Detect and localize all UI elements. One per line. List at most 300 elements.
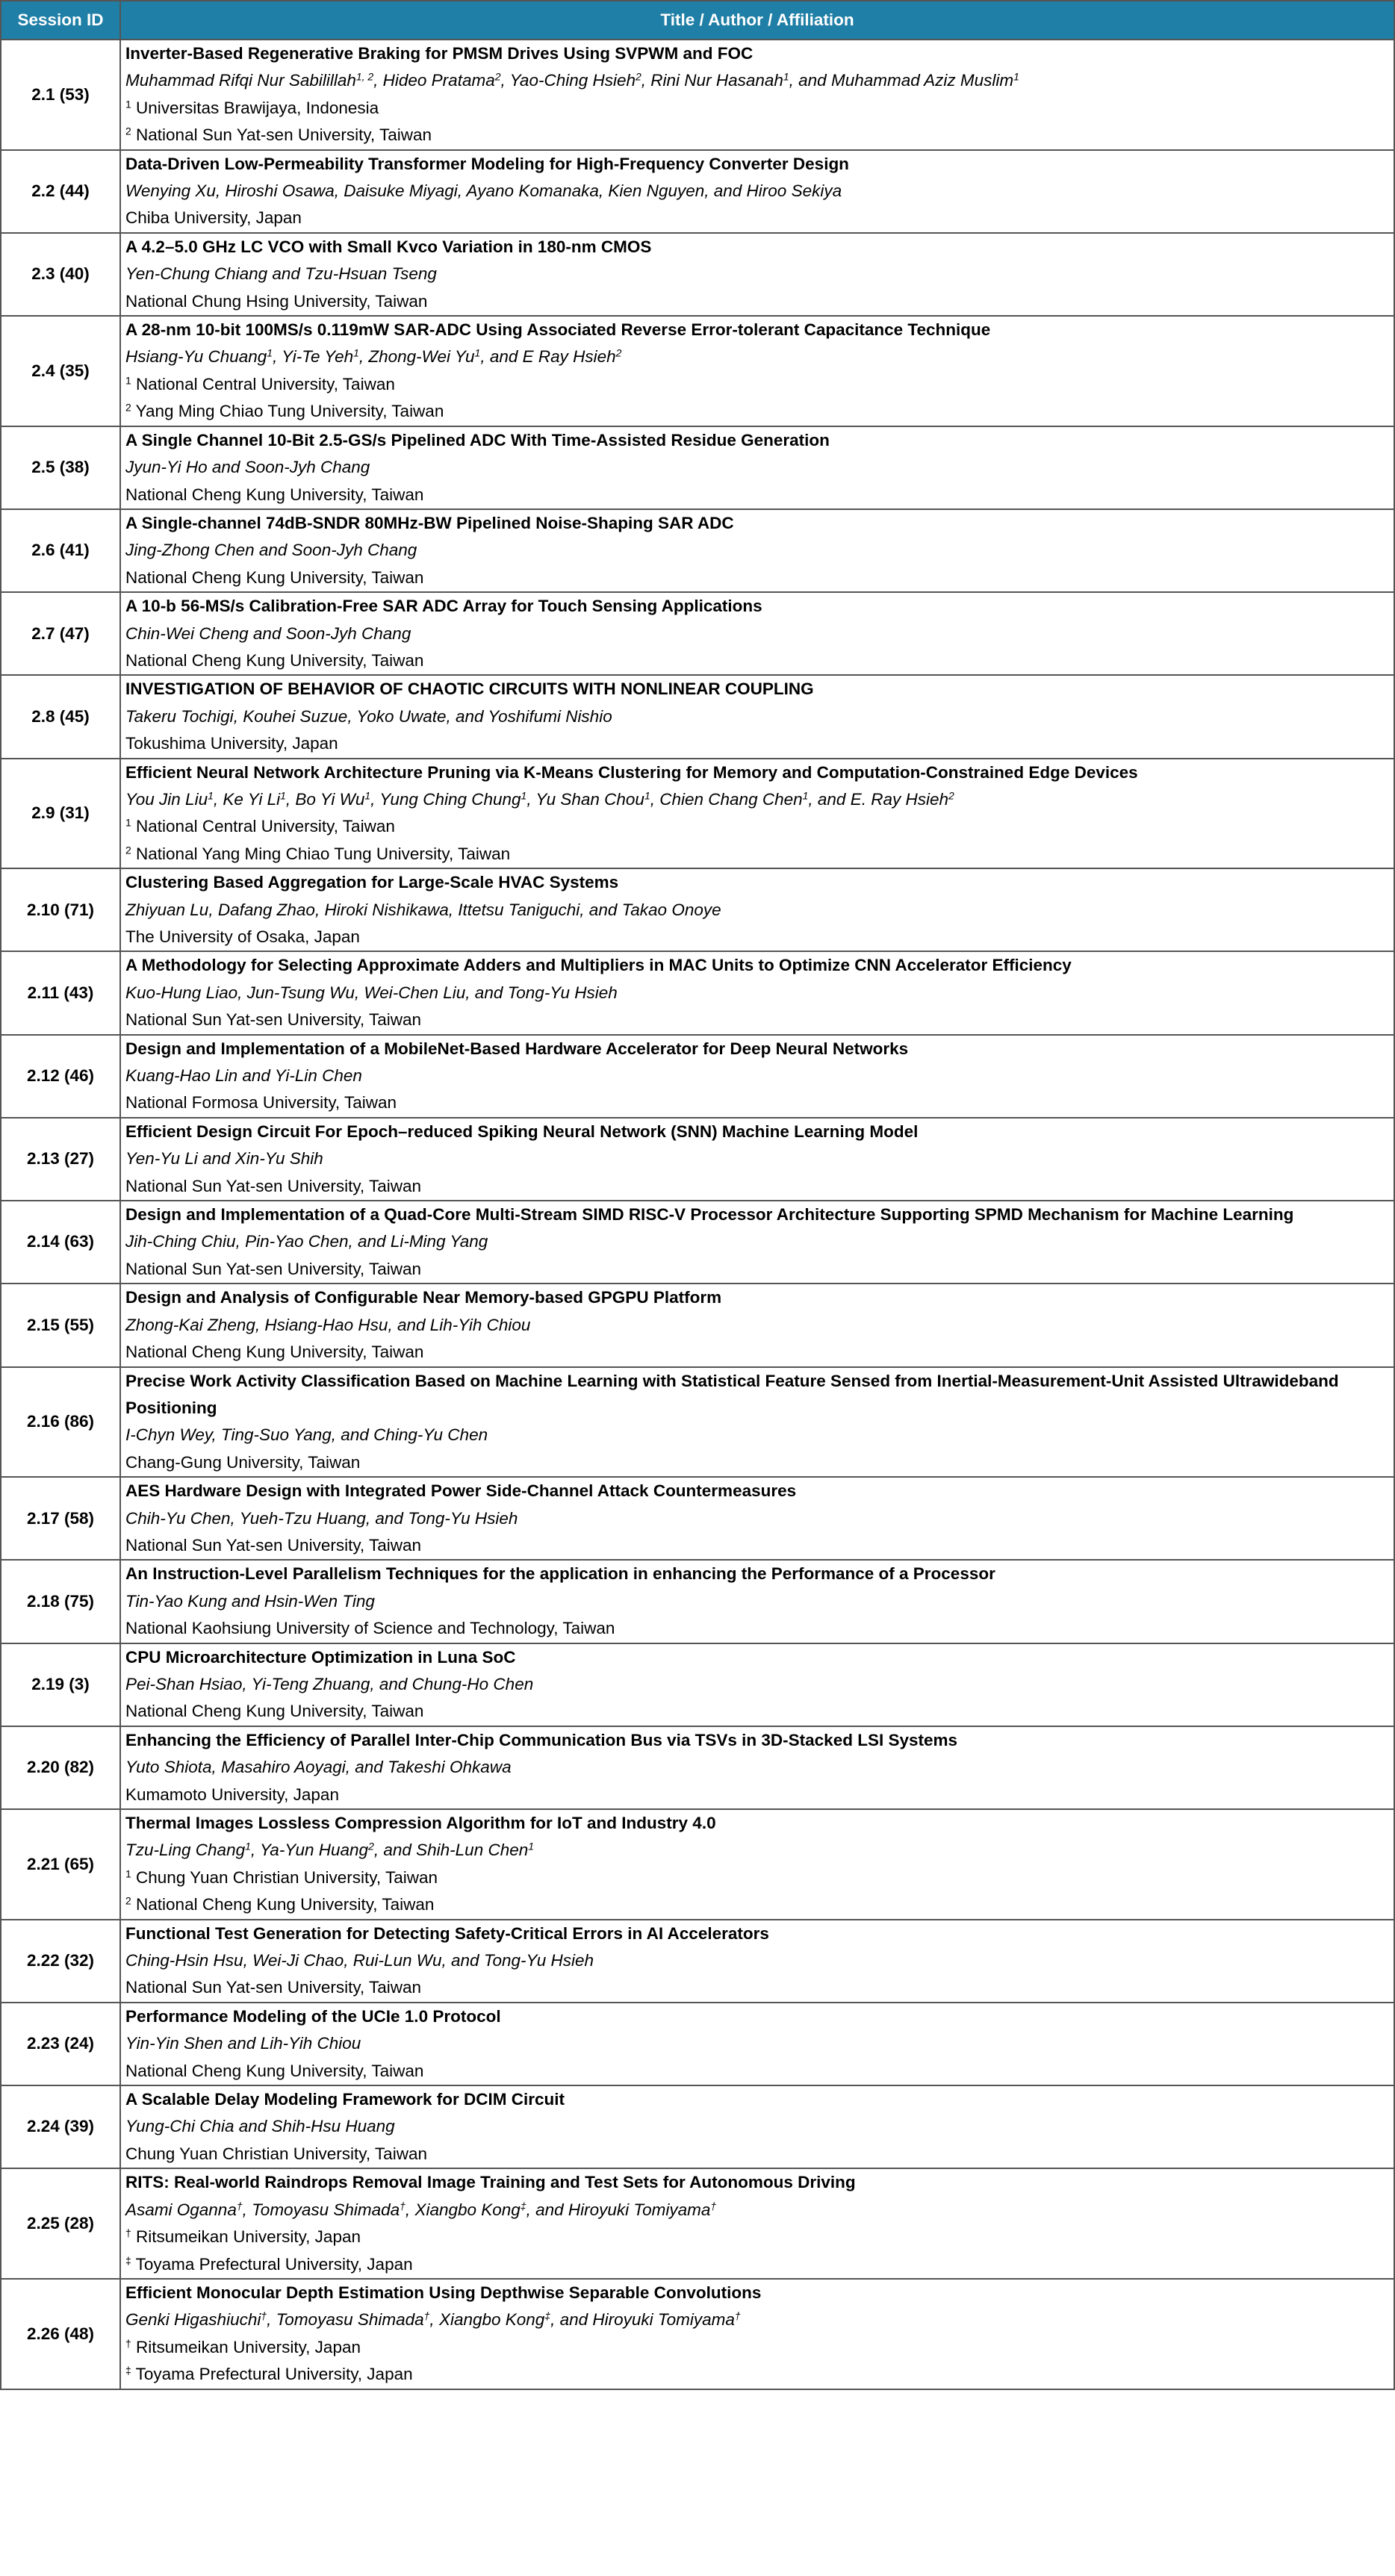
author-name: Ayano Komanaka: [466, 181, 599, 201]
affiliation-mark: 2: [125, 1894, 131, 1907]
author-name: Jun-Tsung Wu: [246, 983, 355, 1002]
session-id: 2.2 (44): [1, 150, 120, 233]
author-name: Tzu-Ling Chang: [125, 1841, 246, 1860]
affiliation: [125, 813, 1388, 840]
affiliation-mark: 1: [125, 816, 131, 829]
affiliation: [125, 2251, 1388, 2278]
affiliation-name: National Yang Ming Chiao Tung University, Taiwan: [136, 844, 511, 863]
author-list: Tin-Yao Kung and Hsin-Wen Ting: [125, 1591, 375, 1611]
author-name: Kuo-Hung Liao: [125, 983, 238, 1002]
paper-details: [120, 868, 1394, 951]
session-id: 2.24 (39): [1, 2085, 120, 2168]
author-name: Yao-Ching Hsieh: [509, 71, 636, 90]
paper-details: [120, 2279, 1394, 2389]
author-name: Tong-Yu Hsieh: [408, 1508, 518, 1528]
affiliation: [125, 1615, 1388, 1642]
paper-details: [120, 2003, 1394, 2085]
affiliation-name: National Central University, Taiwan: [136, 374, 395, 393]
affiliation-mark: 2: [125, 401, 131, 414]
header-row: [1, 1, 1394, 40]
table-row: [1, 759, 1394, 869]
session-id: 2.4 (35): [1, 316, 120, 426]
session-id: 2.11 (43): [1, 951, 120, 1034]
paper-title: A Methodology for Selecting Approximate Adders and Multipliers in MAC Units to Optimize CNN Accelerator Efficiency: [125, 956, 1072, 975]
session-id: 2.19 (3): [1, 1643, 120, 1726]
paper-details: [120, 951, 1394, 1034]
affiliation: [125, 1089, 1388, 1116]
paper-title: Clustering Based Aggregation for Large-Scale HVAC Systems: [125, 873, 619, 892]
paper-title: Inverter-Based Regenerative Braking for PMSM Drives Using SVPWM and FOC: [125, 44, 754, 63]
paper-details: [120, 233, 1394, 316]
author-list: You Jin Liu$^1$, Ke Yi Li$^1$, Bo Yi Wu$^1$, Yung Ching Chung$^1$, Yu Shan Chou$^1$, Chien Chang Chen$^1$, and E. Ray Hsieh$^2$: [125, 789, 954, 809]
affiliation: [125, 730, 1388, 757]
author-name: Muhammad Aziz Muslim: [830, 71, 1014, 90]
paper-details: [120, 2085, 1394, 2168]
affiliation-mark: 1: [125, 1867, 131, 1880]
author-name: Hideo Pratama: [382, 71, 495, 90]
author-name: Yuto Shiota: [125, 1758, 212, 1777]
author-name: Jih-Ching Chiu: [125, 1232, 236, 1251]
author-name: Chien Chang Chen: [659, 789, 803, 809]
affiliation: [125, 1449, 1388, 1476]
paper-details: [120, 1367, 1394, 1478]
table-row: [1, 1560, 1394, 1643]
paper-title: Design and Implementation of a Quad-Core Multi-Stream SIMD RISC-V Processor Architecture Supporting SPMD Mechanism for Machine Learning: [125, 1205, 1294, 1225]
session-id: 2.1 (53): [1, 40, 120, 150]
paper-title: Design and Implementation of a MobileNet-Based Hardware Accelerator for Deep Neural Networks: [125, 1039, 909, 1058]
author-name: Wei-Ji Chao: [252, 1951, 344, 1970]
author-affiliation-mark: 1: [528, 1840, 535, 1852]
author-name: Zhiyuan Lu: [125, 900, 209, 919]
author-affiliation-mark: †: [261, 2309, 267, 2322]
paper-title: RITS: Real-world Raindrops Removal Image Training and Test Sets for Autonomous Driving: [125, 2173, 856, 2192]
author-name: Rini Nur Hasanah: [650, 71, 783, 90]
author-name: Yen-Yu Li: [125, 1149, 198, 1169]
table-row: [1, 868, 1394, 951]
author-name: Hiroyuki Tomiyama: [592, 2310, 735, 2330]
affiliation: [125, 371, 1388, 398]
author-name: Yi-Lin Chen: [274, 1066, 362, 1086]
author-name: Xiangbo Kong: [438, 2310, 545, 2330]
affiliation-name: National Sun Yat-sen University, Taiwan: [125, 1978, 422, 1997]
author-affiliation-mark: 1: [521, 789, 527, 802]
author-name: Lih-Yih Chiou: [260, 2034, 361, 2053]
affiliation-mark: 1: [125, 98, 131, 111]
affiliation-name: Chung Yuan Christian University, Taiwan: [125, 2144, 427, 2163]
table-row: [1, 1809, 1394, 1920]
session-id: 2.22 (32): [1, 1920, 120, 2003]
author-name: Tong-Yu Hsieh: [507, 983, 618, 1002]
table-row: [1, 675, 1394, 758]
author-name: Pei-Shan Hsiao: [125, 1674, 243, 1693]
table-row: [1, 150, 1394, 233]
affiliation-name: National Sun Yat-sen University, Taiwan: [136, 125, 432, 145]
author-name: Yoshifumi Nishio: [488, 706, 612, 726]
affiliation-name: National Kaohsiung University of Science and Technology, Taiwan: [125, 1619, 615, 1638]
author-list: Jing-Zhong Chen and Soon-Jyh Chang: [125, 541, 417, 560]
affiliation: [125, 288, 1388, 315]
table-row: [1, 426, 1394, 509]
author-name: Masahiro Aoyagi: [221, 1758, 346, 1777]
session-id: 2.7 (47): [1, 592, 120, 675]
author-name: Hiroo Sekiya: [746, 181, 842, 201]
paper-title: Efficient Monocular Depth Estimation Using Depthwise Separable Convolutions: [125, 2283, 762, 2302]
header-session-id: Session ID: [1, 1, 120, 40]
affiliation-name: National Cheng Kung University, Taiwan: [125, 2061, 424, 2080]
table-row: [1, 1920, 1394, 2003]
paper-details: [120, 1809, 1394, 1920]
paper-details: [120, 1643, 1394, 1726]
session-id: 2.23 (24): [1, 2003, 120, 2085]
affiliation: [125, 2361, 1388, 2388]
paper-details: [120, 1477, 1394, 1560]
paper-title: A Scalable Delay Modeling Framework for DCIM Circuit: [125, 2090, 565, 2109]
affiliation: [125, 1339, 1388, 1366]
author-list: Kuo-Hung Liao, Jun-Tsung Wu, Wei-Chen Liu, and Tong-Yu Hsieh: [125, 983, 618, 1002]
author-affiliation-mark: 2: [615, 346, 622, 359]
author-name: Chung-Ho Chen: [411, 1674, 534, 1693]
paper-details: [120, 40, 1394, 150]
paper-title: CPU Microarchitecture Optimization in Luna SoC: [125, 1647, 516, 1667]
paper-title: Enhancing the Efficiency of Parallel Inter-Chip Communication Bus via TSVs in 3D-Stacked LSI Systems: [125, 1730, 958, 1749]
table-row: [1, 1726, 1394, 1809]
table-body: [1, 40, 1394, 2389]
author-affiliation-mark: 1, 2: [355, 70, 374, 83]
affiliation-name: National Cheng Kung University, Taiwan: [125, 650, 424, 670]
affiliation-name: Kumamoto University, Japan: [125, 1785, 339, 1804]
author-affiliation-mark: 1: [353, 346, 359, 359]
affiliation: [125, 2058, 1388, 2085]
author-list: Yen-Yu Li and Xin-Yu Shih: [125, 1149, 323, 1169]
table-row: [1, 2003, 1394, 2085]
affiliation: [125, 2224, 1388, 2250]
affiliation-name: National Cheng Kung University, Taiwan: [136, 1895, 435, 1914]
affiliation-name: Chang-Gung University, Taiwan: [125, 1452, 361, 1472]
author-name: Bo Yi Wu: [295, 789, 365, 809]
author-list: Yin-Yin Shen and Lih-Yih Chiou: [125, 2034, 361, 2053]
author-name: Hiroyuki Tomiyama: [568, 2200, 711, 2219]
author-affiliation-mark: 1: [802, 789, 809, 802]
author-affiliation-mark: 2: [948, 789, 954, 802]
author-name: Tin-Yao Kung: [125, 1591, 227, 1611]
author-name: Shih-Lun Chen: [416, 1841, 529, 1860]
author-affiliation-mark: 2: [368, 1840, 374, 1852]
session-id: 2.13 (27): [1, 1118, 120, 1201]
author-list: Yen-Chung Chiang and Tzu-Hsuan Tseng: [125, 264, 437, 284]
author-list: Tzu-Ling Chang$^1$, Ya-Yun Huang$^2$, and Shih-Lun Chen$^1$: [125, 1840, 535, 1860]
author-name: Tzu-Hsuan Tseng: [305, 264, 437, 284]
author-name: Genki Higashiuchi: [125, 2310, 261, 2330]
paper-details: [120, 675, 1394, 758]
author-name: Tong-Yu Hsieh: [483, 1951, 594, 1970]
author-list: Takeru Tochigi, Kouhei Suzue, Yoko Uwate, and Yoshifumi Nishio: [125, 706, 612, 726]
session-id: 2.14 (63): [1, 1201, 120, 1284]
paper-details: [120, 1560, 1394, 1643]
paper-title: Thermal Images Lossless Compression Algorithm for IoT and Industry 4.0: [125, 1814, 716, 1832]
table-row: [1, 1201, 1394, 1284]
paper-details: [120, 316, 1394, 426]
author-affiliation-mark: †: [400, 2200, 406, 2212]
table-row: [1, 1477, 1394, 1560]
paper-details: [120, 2168, 1394, 2279]
affiliation: [125, 1974, 1388, 2001]
author-name: E. Ray Hsieh: [850, 789, 948, 809]
author-name: Yi-Te Yeh: [282, 347, 354, 367]
author-name: Takeshi Ohkawa: [388, 1758, 512, 1777]
author-name: Asami Oganna: [125, 2200, 237, 2219]
author-list: I-Chyn Wey, Ting-Suo Yang, and Ching-Yu Chen: [125, 1425, 488, 1445]
affiliation-name: National Sun Yat-sen University, Taiwan: [125, 1010, 422, 1030]
affiliation: [125, 1256, 1388, 1283]
author-name: Wei-Chen Liu: [364, 983, 466, 1002]
affiliation-name: Ritsumeikan University, Japan: [136, 2227, 361, 2247]
paper-details: [120, 759, 1394, 869]
session-id: 2.18 (75): [1, 1560, 120, 1643]
author-name: Ting-Suo Yang: [220, 1425, 332, 1445]
author-name: Yu Shan Chou: [535, 789, 644, 809]
author-name: Hiroki Nishikawa: [324, 900, 449, 919]
author-name: Chin-Wei Cheng: [125, 623, 249, 643]
author-name: Tomoyasu Shimada: [252, 2200, 400, 2219]
paper-title: An Instruction-Level Parallelism Techniques for the application in enhancing the Performance of a Processor: [125, 1564, 995, 1584]
author-name: Kien Nguyen: [608, 181, 705, 201]
affiliation-name: National Formosa University, Taiwan: [125, 1093, 397, 1113]
session-id: 2.20 (82): [1, 1726, 120, 1809]
affiliation-name: Tokushima University, Japan: [125, 734, 338, 753]
affiliation: [125, 1782, 1388, 1808]
author-name: Jyun-Yi Ho: [125, 458, 208, 477]
author-name: Dafang Zhao: [217, 900, 315, 919]
affiliation-name: Toyama Prefectural University, Japan: [135, 2365, 413, 2384]
table-row: [1, 1118, 1394, 1201]
author-list: Muhammad Rifqi Nur Sabilillah$^{1, 2}$, Hideo Pratama$^2$, Yao-Ching Hsieh$^2$, Rini Nur Hasanah$^1$, and Muhammad Aziz Muslim$^1$: [125, 70, 1019, 90]
session-id: 2.12 (46): [1, 1035, 120, 1118]
affiliation: [125, 2141, 1388, 2168]
affiliation-name: Toyama Prefectural University, Japan: [135, 2254, 413, 2274]
author-list: Genki Higashiuchi†, Tomoyasu Shimada†, Xiangbo Kong‡, and Hiroyuki Tomiyama†: [125, 2309, 741, 2330]
affiliation-mark: ‡: [125, 2364, 131, 2377]
table-row: [1, 2085, 1394, 2168]
affiliation-name: The University of Osaka, Japan: [125, 927, 360, 946]
author-affiliation-mark: 1: [280, 789, 286, 802]
author-name: Muhammad Rifqi Nur Sabilillah: [125, 71, 356, 90]
affiliation: [125, 1173, 1388, 1200]
author-list: Ching-Hsin Hsu, Wei-Ji Chao, Rui-Lun Wu, and Tong-Yu Hsieh: [125, 1951, 594, 1970]
table-row: [1, 592, 1394, 675]
author-name: Hsiang-Hao Hsu: [264, 1315, 388, 1334]
author-name: Hsin-Wen Ting: [264, 1591, 375, 1611]
session-id: 2.5 (38): [1, 426, 120, 509]
author-name: Soon-Jyh Chang: [285, 623, 411, 643]
author-name: Xin-Yu Shih: [234, 1149, 323, 1169]
paper-title: Design and Analysis of Configurable Near Memory-based GPGPU Platform: [125, 1288, 722, 1307]
author-name: Rui-Lun Wu: [352, 1951, 442, 1970]
author-affiliation-mark: 1: [364, 789, 371, 802]
affiliation-name: National Sun Yat-sen University, Taiwan: [125, 1259, 422, 1278]
paper-details: [120, 1726, 1394, 1809]
session-id: 2.6 (41): [1, 509, 120, 592]
session-id: 2.17 (58): [1, 1477, 120, 1560]
session-id: 2.25 (28): [1, 2168, 120, 2279]
session-id: 2.21 (65): [1, 1809, 120, 1920]
author-list: Asami Oganna†, Tomoyasu Shimada†, Xiangbo Kong‡, and Hiroyuki Tomiyama†: [125, 2200, 717, 2219]
author-name: Zhong-Kai Zheng: [125, 1315, 255, 1334]
author-name: Kouhei Suzue: [243, 706, 348, 726]
author-name: Jing-Zhong Chen: [125, 541, 255, 560]
paper-title: Precise Work Activity Classification Based on Machine Learning with Statistical Feature Sensed from Inertial-Measurement-Unit Assisted Ultrawideband Positioning: [125, 1371, 1339, 1417]
affiliation: [125, 564, 1388, 591]
affiliation: [125, 398, 1388, 425]
table-row: [1, 233, 1394, 316]
table-row: [1, 1284, 1394, 1366]
author-affiliation-mark: †: [423, 2309, 430, 2322]
table-row: [1, 509, 1394, 592]
session-id: 2.9 (31): [1, 759, 120, 869]
author-affiliation-mark: †: [710, 2200, 717, 2212]
author-affiliation-mark: 1: [267, 346, 273, 359]
paper-details: [120, 592, 1394, 675]
table-row: [1, 316, 1394, 426]
affiliation-mark: ‡: [125, 2253, 131, 2266]
author-name: Yoko Uwate: [356, 706, 447, 726]
author-affiliation-mark: †: [734, 2309, 741, 2322]
author-affiliation-mark: †: [236, 2200, 243, 2212]
paper-details: [120, 1201, 1394, 1284]
author-name: Yung-Chi Chia: [125, 2117, 234, 2136]
author-affiliation-mark: 1: [245, 1840, 251, 1852]
affiliation: [125, 1864, 1388, 1891]
author-name: E Ray Hsieh: [522, 347, 616, 367]
author-name: Yi-Teng Zhuang: [251, 1674, 370, 1693]
affiliation-name: Chung Yuan Christian University, Taiwan: [136, 1867, 438, 1887]
author-list: Jih-Ching Chiu, Pin-Yao Chen, and Li-Ming Yang: [125, 1232, 488, 1251]
author-list: Chih-Yu Chen, Yueh-Tzu Huang, and Tong-Yu Hsieh: [125, 1508, 518, 1528]
paper-title: A Single Channel 10-Bit 2.5-GS/s Pipelined ADC With Time-Assisted Residue Generation: [125, 430, 830, 449]
affiliation-name: National Sun Yat-sen University, Taiwan: [125, 1176, 422, 1195]
affiliation-name: National Cheng Kung University, Taiwan: [125, 1702, 424, 1721]
author-name: I-Chyn Wey: [125, 1425, 212, 1445]
author-name: Shih-Hsu Huang: [271, 2117, 395, 2136]
author-name: Lih-Yih Chiou: [429, 1315, 531, 1334]
paper-details: [120, 1035, 1394, 1118]
author-name: Yung Ching Chung: [379, 789, 521, 809]
paper-details: [120, 150, 1394, 233]
affiliation: [125, 1698, 1388, 1725]
author-name: Daisuke Miyagi: [344, 181, 458, 201]
author-name: Kuang-Hao Lin: [125, 1066, 238, 1086]
paper-title: A 28-nm 10-bit 100MS/s 0.119mW SAR-ADC Using Associated Reverse Error-tolerant Capacitance Technique: [125, 320, 991, 340]
table-row: [1, 2279, 1394, 2389]
author-affiliation-mark: ‡: [544, 2309, 551, 2322]
author-name: Xiangbo Kong: [414, 2200, 521, 2219]
affiliation-name: National Cheng Kung University, Taiwan: [125, 485, 424, 504]
author-list: Yung-Chi Chia and Shih-Hsu Huang: [125, 2117, 395, 2136]
author-name: Takao Onoye: [621, 900, 721, 919]
affiliation: [125, 205, 1388, 231]
author-affiliation-mark: 2: [636, 70, 641, 83]
affiliation-name: Ritsumeikan University, Japan: [136, 2337, 361, 2356]
paper-details: [120, 1284, 1394, 1366]
author-name: Soon-Jyh Chang: [244, 458, 370, 477]
affiliation-mark: 2: [125, 125, 131, 137]
paper-title: INVESTIGATION OF BEHAVIOR OF CHAOTIC CIRCUITS WITH NONLINEAR COUPLING: [125, 679, 814, 699]
author-name: Ching-Yu Chen: [373, 1425, 488, 1445]
paper-title: A 10-b 56-MS/s Calibration-Free SAR ADC Array for Touch Sensing Applications: [125, 597, 762, 616]
author-list: Jyun-Yi Ho and Soon-Jyh Chang: [125, 458, 370, 477]
author-affiliation-mark: 2: [494, 70, 501, 83]
paper-title: Data-Driven Low-Permeability Transformer Modeling for High-Frequency Converter Design: [125, 154, 849, 173]
author-name: Ittetsu Taniguchi: [458, 900, 580, 919]
affiliation-name: National Cheng Kung University, Taiwan: [125, 567, 424, 587]
author-list: Chin-Wei Cheng and Soon-Jyh Chang: [125, 623, 411, 643]
author-affiliation-mark: 1: [1013, 70, 1019, 83]
author-affiliation-mark: 1: [474, 346, 481, 359]
author-list: Zhiyuan Lu, Dafang Zhao, Hiroki Nishikawa, Ittetsu Taniguchi, and Takao Onoye: [125, 900, 721, 919]
paper-details: [120, 1920, 1394, 2003]
paper-title: AES Hardware Design with Integrated Power Side-Channel Attack Countermeasures: [125, 1481, 797, 1501]
author-list: Yuto Shiota, Masahiro Aoyagi, and Takeshi Ohkawa: [125, 1758, 512, 1777]
session-id: 2.10 (71): [1, 868, 120, 951]
paper-details: [120, 426, 1394, 509]
paper-title: Functional Test Generation for Detecting Safety-Critical Errors in AI Accelerators: [125, 1923, 769, 1943]
author-name: Hsiang-Yu Chuang: [125, 347, 267, 367]
affiliation-name: National Central University, Taiwan: [136, 817, 395, 836]
table-row: [1, 40, 1394, 150]
affiliation-mark: 2: [125, 844, 131, 856]
author-affiliation-mark: 1: [208, 789, 214, 802]
header-details: Title / Author / Affiliation: [120, 1, 1394, 40]
author-name: Ching-Hsin Hsu: [125, 1951, 243, 1970]
table-row: [1, 1035, 1394, 1118]
affiliation-mark: †: [125, 2227, 131, 2239]
session-id: 2.8 (45): [1, 675, 120, 758]
author-name: Takeru Tochigi: [125, 706, 234, 726]
author-list: Zhong-Kai Zheng, Hsiang-Hao Hsu, and Lih-Yih Chiou: [125, 1315, 531, 1334]
author-list: Wenying Xu, Hiroshi Osawa, Daisuke Miyagi, Ayano Komanaka, Kien Nguyen, and Hiroo Sekiya: [125, 181, 842, 201]
author-name: Pin-Yao Chen: [245, 1232, 349, 1251]
session-id: 2.15 (55): [1, 1284, 120, 1366]
paper-details: [120, 1118, 1394, 1201]
author-name: Ke Yi Li: [223, 789, 281, 809]
affiliation: [125, 1891, 1388, 1918]
table-row: [1, 2168, 1394, 2279]
affiliation-name: National Cheng Kung University, Taiwan: [125, 1343, 424, 1362]
author-name: Wenying Xu: [125, 181, 216, 201]
affiliation-name: Chiba University, Japan: [125, 208, 302, 228]
affiliation-name: National Chung Hsing University, Taiwan: [125, 291, 428, 311]
author-name: Zhong-Wei Yu: [368, 347, 475, 367]
affiliation: [125, 1007, 1388, 1033]
author-affiliation-mark: 1: [644, 789, 650, 802]
paper-title: Efficient Design Circuit For Epoch–reduced Spiking Neural Network (SNN) Machine Learning Model: [125, 1121, 919, 1141]
affiliation-name: Yang Ming Chiao Tung University, Taiwan: [135, 402, 444, 421]
session-id: 2.26 (48): [1, 2279, 120, 2389]
paper-title: Efficient Neural Network Architecture Pruning via K-Means Clustering for Memory and Computation-Constrained Edge Devices: [125, 762, 1138, 782]
author-list: Kuang-Hao Lin and Yi-Lin Chen: [125, 1066, 362, 1086]
affiliation: [125, 122, 1388, 149]
author-name: Chih-Yu Chen: [125, 1508, 231, 1528]
table-row: [1, 1367, 1394, 1478]
affiliation: [125, 924, 1388, 951]
affiliation: [125, 482, 1388, 508]
author-name: Yueh-Tzu Huang: [239, 1508, 366, 1528]
affiliation: [125, 95, 1388, 122]
author-name: Li-Ming Yang: [390, 1232, 488, 1251]
author-name: Ya-Yun Huang: [259, 1841, 369, 1860]
affiliation: [125, 647, 1388, 674]
author-name: Tomoyasu Shimada: [276, 2310, 424, 2330]
author-affiliation-mark: ‡: [520, 2200, 526, 2212]
